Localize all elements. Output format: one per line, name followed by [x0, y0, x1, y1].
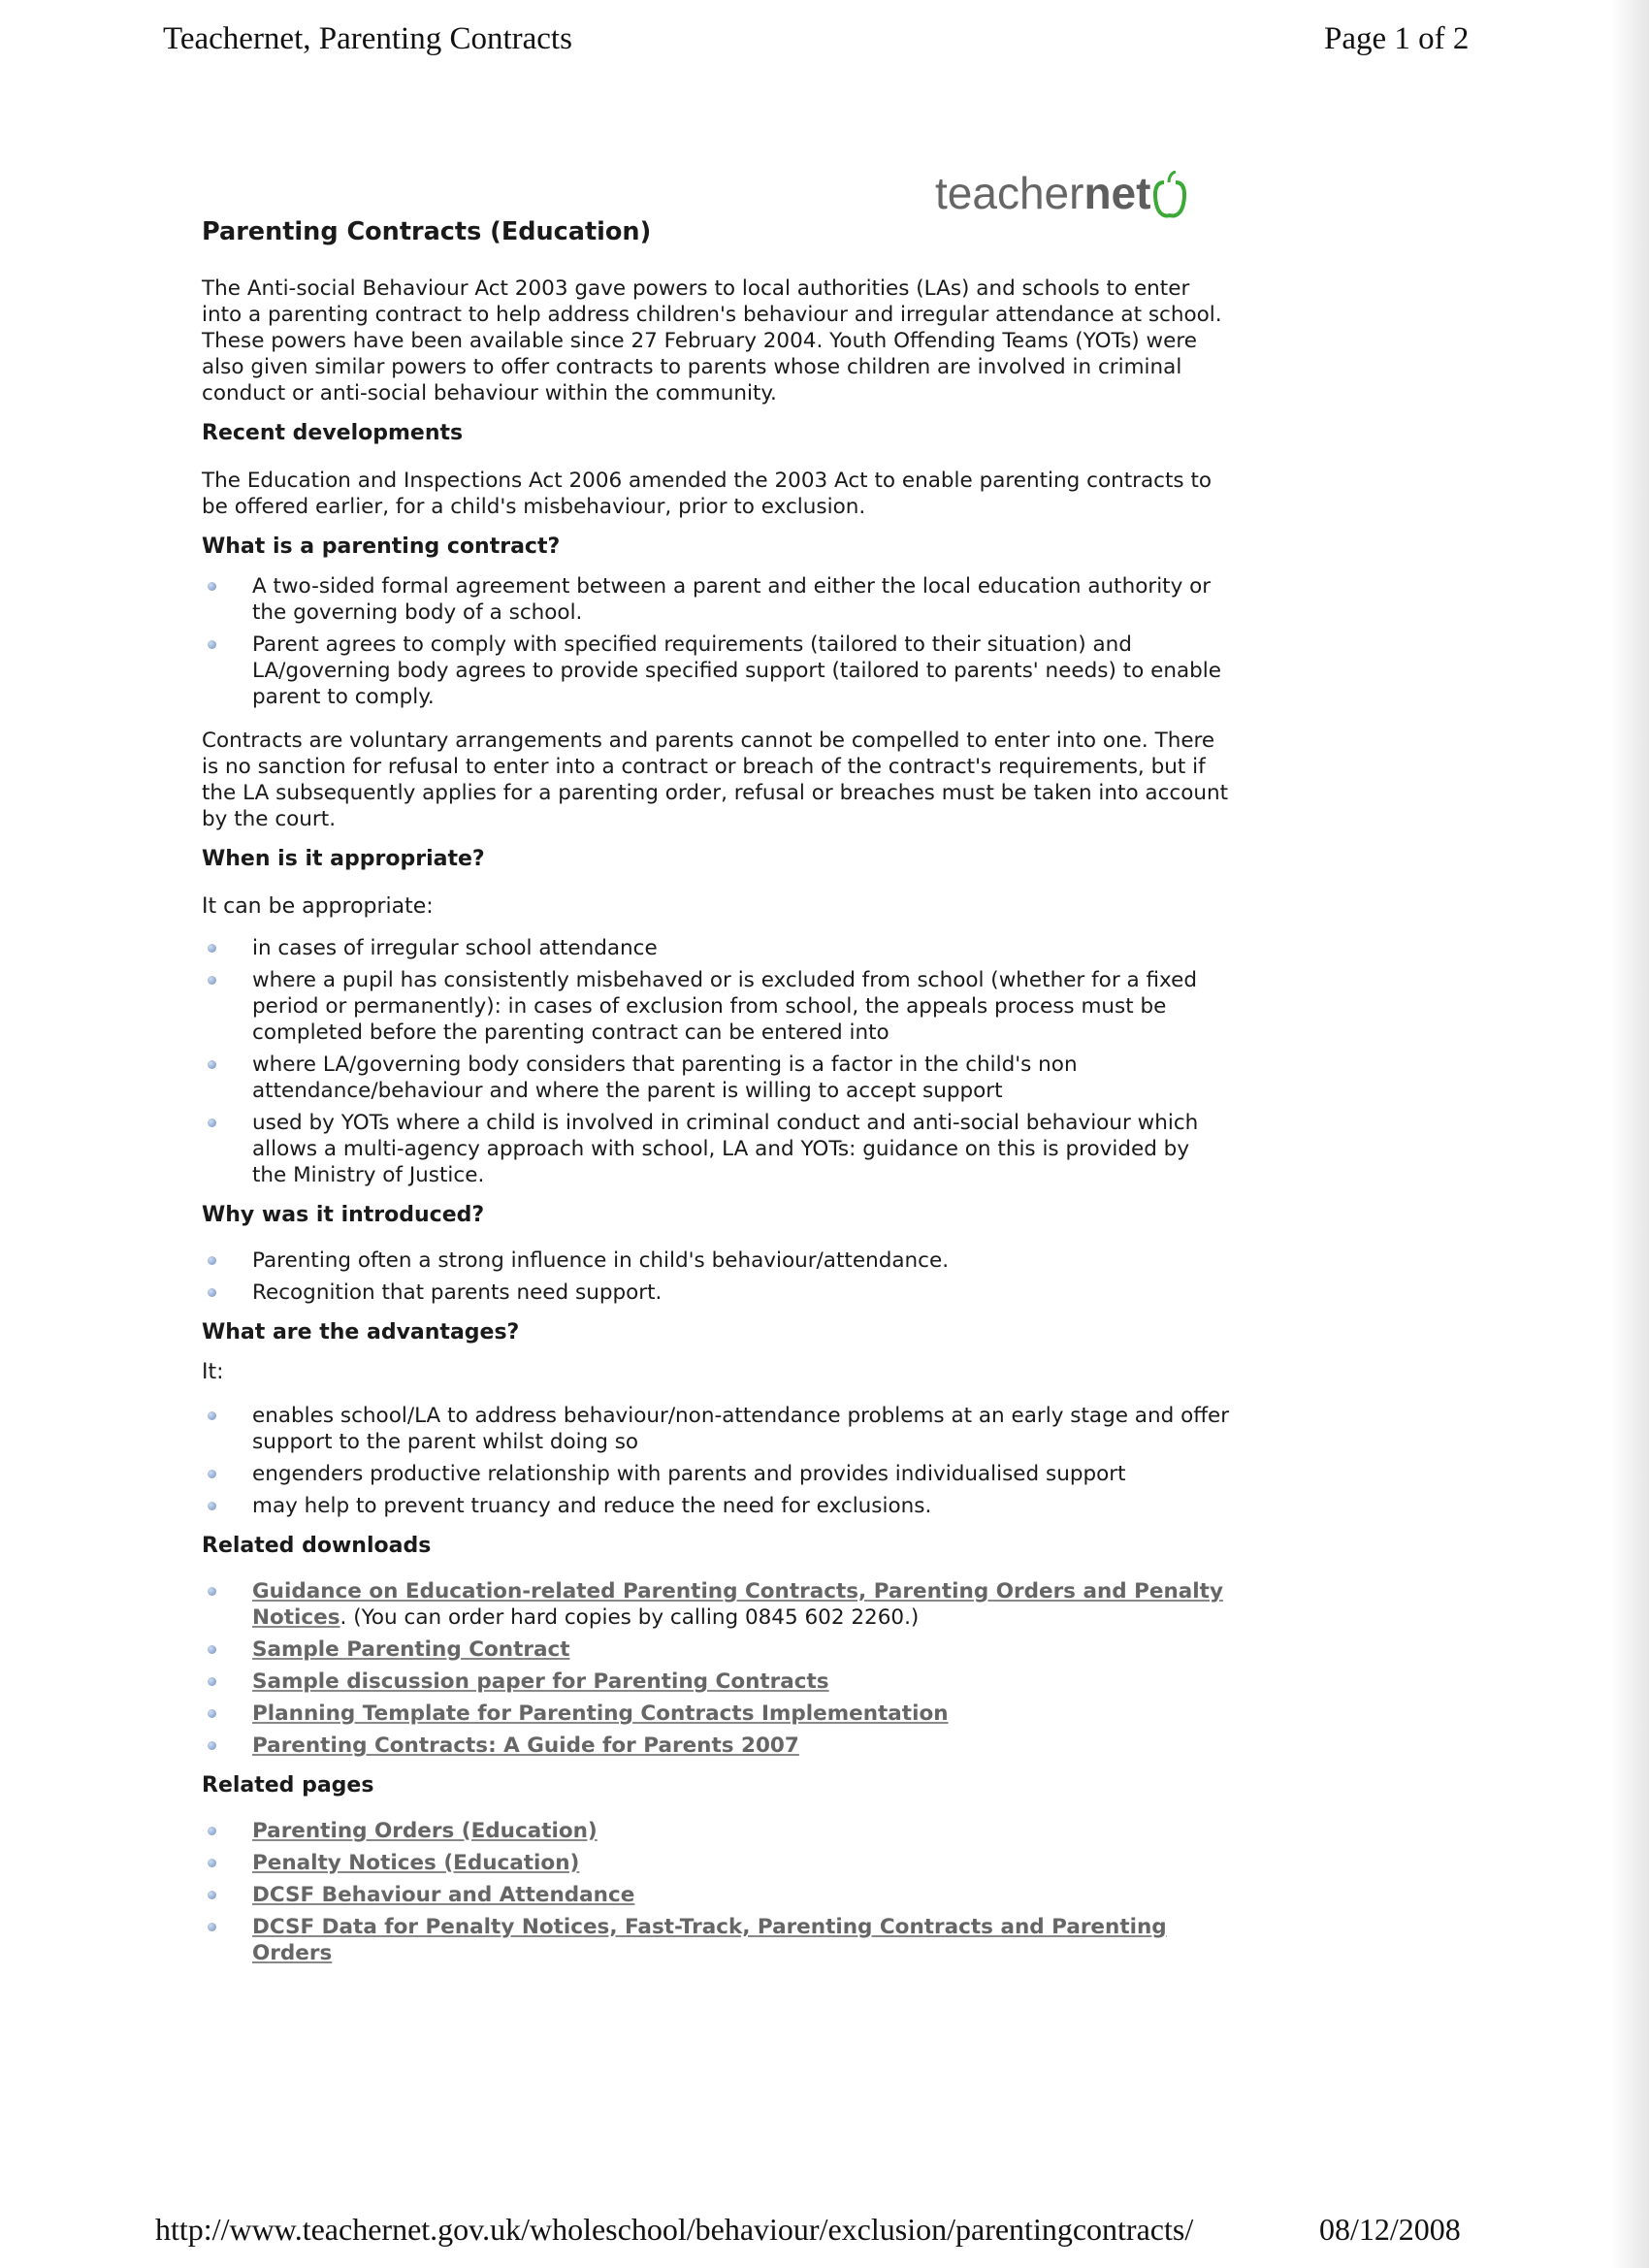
apple-icon — [1152, 171, 1187, 221]
bullet-icon — [208, 1587, 216, 1596]
heading-related-pages: Related pages — [202, 1773, 374, 1798]
bullet-icon — [208, 1060, 216, 1069]
list-item — [202, 1733, 1230, 1759]
print-footer-url: http://www.teachernet.gov.uk/wholeschool/behaviour/exclusion/parentingcontracts/ — [155, 2212, 1194, 2247]
download-link-sample-contract[interactable]: Sample Parenting Contract — [252, 1637, 570, 1662]
list-item — [202, 1818, 1230, 1844]
bullet-icon — [208, 582, 216, 591]
related-link-dcsf-data[interactable]: DCSF Data for Penalty Notices, Fast-Track, Parenting Contracts and Parenting Orders — [252, 1915, 1167, 1965]
heading-when-appropriate: When is it appropriate? — [202, 847, 485, 871]
list-item — [202, 1636, 1230, 1663]
list-item — [202, 1669, 1230, 1695]
downloads-list — [202, 1578, 1230, 1759]
print-header-title: Teachernet, Parenting Contracts — [163, 21, 572, 56]
bullet-icon — [208, 1288, 216, 1297]
list-item: used by YOTs where a child is involved in criminal conduct and anti-social behaviour which allows a multi-agency approach with school, LA and YOTs: guidance on this is provided by the Ministry of Justice. — [202, 1110, 1230, 1188]
list-item — [202, 1850, 1230, 1876]
list-item: enables school/LA to address behaviour/non-attendance problems at an early stage and offer support to the parent whilst doing so — [202, 1403, 1230, 1455]
list-item: Parent agrees to comply with specified requirements (tailored to their situation) and LA/governing body agrees to provide specified support (tailored to parents' needs) to enable parent to comply. — [202, 632, 1230, 710]
bullet-icon — [208, 976, 216, 985]
bullet-icon — [208, 944, 216, 953]
heading-recent-developments: Recent developments — [202, 421, 464, 445]
list-item: engenders productive relationship with parents and provides individualised support — [202, 1461, 1230, 1487]
download-link-discussion-paper[interactable]: Sample discussion paper for Parenting Contracts — [252, 1669, 829, 1694]
page-title: Parenting Contracts (Education) — [202, 217, 652, 246]
download-link-guide-parents[interactable]: Parenting Contracts: A Guide for Parents 2007 — [252, 1733, 799, 1758]
bullet-icon — [208, 1256, 216, 1265]
list-item — [202, 1578, 1230, 1631]
list-item: where a pupil has consistently misbehaved or is excluded from school (whether for a fixed period or permanently): in cases of exclusion from school, the appeals process must be completed before the parenting contract can be entered into — [202, 967, 1230, 1046]
print-footer-date: 08/12/2008 — [1319, 2212, 1461, 2247]
bullet-icon — [208, 1827, 216, 1835]
list-item: Recognition that parents need support. — [202, 1280, 1230, 1306]
list-item: may help to prevent truancy and reduce the need for exclusions. — [202, 1493, 1230, 1519]
why-list — [202, 1247, 1230, 1306]
list-item: A two-sided formal agreement between a parent and either the local education authority or the governing body of a school. — [202, 573, 1230, 626]
bullet-icon — [208, 1859, 216, 1867]
intro-paragraph: The Anti-social Behaviour Act 2003 gave powers to local authorities (LAs) and schools to enter into a parenting contract to help address children's behaviour and irregular attendance at school. These powers have been available since 27 February 2004. Youth Offending Teams (YOTs) were also given similar powers to offer contracts to parents whose children are involved in criminal conduct or anti-social behaviour within the community. — [202, 276, 1222, 405]
bullet-icon — [208, 640, 216, 649]
list-item: in cases of irregular school attendance — [202, 935, 1230, 961]
bullet-icon — [208, 1709, 216, 1718]
bullet-icon — [208, 1741, 216, 1750]
heading-advantages: What are the advantages? — [202, 1320, 520, 1345]
list-item — [202, 1701, 1230, 1727]
related-link-penalty-notices[interactable]: Penalty Notices (Education) — [252, 1851, 580, 1875]
bullet-icon — [208, 1677, 216, 1686]
logo-text-teacher: teacher — [935, 168, 1084, 218]
list-item: Parenting often a strong influence in child's behaviour/attendance. — [202, 1247, 1230, 1274]
download-note: . (You can order hard copies by calling 0845 602 2260.) — [340, 1605, 920, 1630]
bullet-icon — [208, 1645, 216, 1654]
advantages-lead: It: — [202, 1360, 224, 1384]
when-list — [202, 935, 1230, 1188]
advantages-list — [202, 1403, 1230, 1519]
related-pages-list — [202, 1818, 1230, 1966]
bullet-icon — [208, 1470, 216, 1478]
download-link-planning-template[interactable]: Planning Template for Parenting Contracts Implementation — [252, 1701, 949, 1726]
logo-text-net: net — [1083, 168, 1151, 218]
article — [202, 215, 1230, 1980]
list-item — [202, 1914, 1230, 1966]
bullet-icon — [208, 1502, 216, 1510]
what-is-list — [202, 573, 1230, 710]
related-link-parenting-orders[interactable]: Parenting Orders (Education) — [252, 1819, 598, 1843]
bullet-icon — [208, 1411, 216, 1420]
bullet-icon — [208, 1118, 216, 1127]
print-header-page: Page 1 of 2 — [1324, 21, 1470, 56]
heading-why-introduced: Why was it introduced? — [202, 1203, 485, 1227]
heading-related-downloads: Related downloads — [202, 1534, 432, 1558]
download-link-guidance[interactable]: Guidance on Education-related Parenting Contracts, Parenting Orders and Penalty Notices — [252, 1579, 1223, 1630]
contracts-voluntary-text: Contracts are voluntary arrangements and parents cannot be compelled to enter into one. There is no sanction for refusal to enter into a contract or breach of the contract's requirements, but if the LA subsequently applies for a parenting order, refusal or breaches must be taken into account by the court. — [202, 729, 1229, 831]
list-item: where LA/governing body considers that parenting is a factor in the child's non attendance/behaviour and where the parent is willing to accept support — [202, 1052, 1230, 1104]
bullet-icon — [208, 1891, 216, 1899]
recent-developments-text: The Education and Inspections Act 2006 amended the 2003 Act to enable parenting contracts to be offered earlier, for a child's misbehaviour, prior to exclusion. — [202, 469, 1212, 519]
bullet-icon — [208, 1923, 216, 1931]
heading-what-is: What is a parenting contract? — [202, 535, 561, 559]
scan-edge — [1610, 0, 1649, 2268]
list-item — [202, 1882, 1230, 1908]
when-lead: It can be appropriate: — [202, 894, 434, 919]
related-link-behaviour-attendance[interactable]: DCSF Behaviour and Attendance — [252, 1883, 635, 1907]
